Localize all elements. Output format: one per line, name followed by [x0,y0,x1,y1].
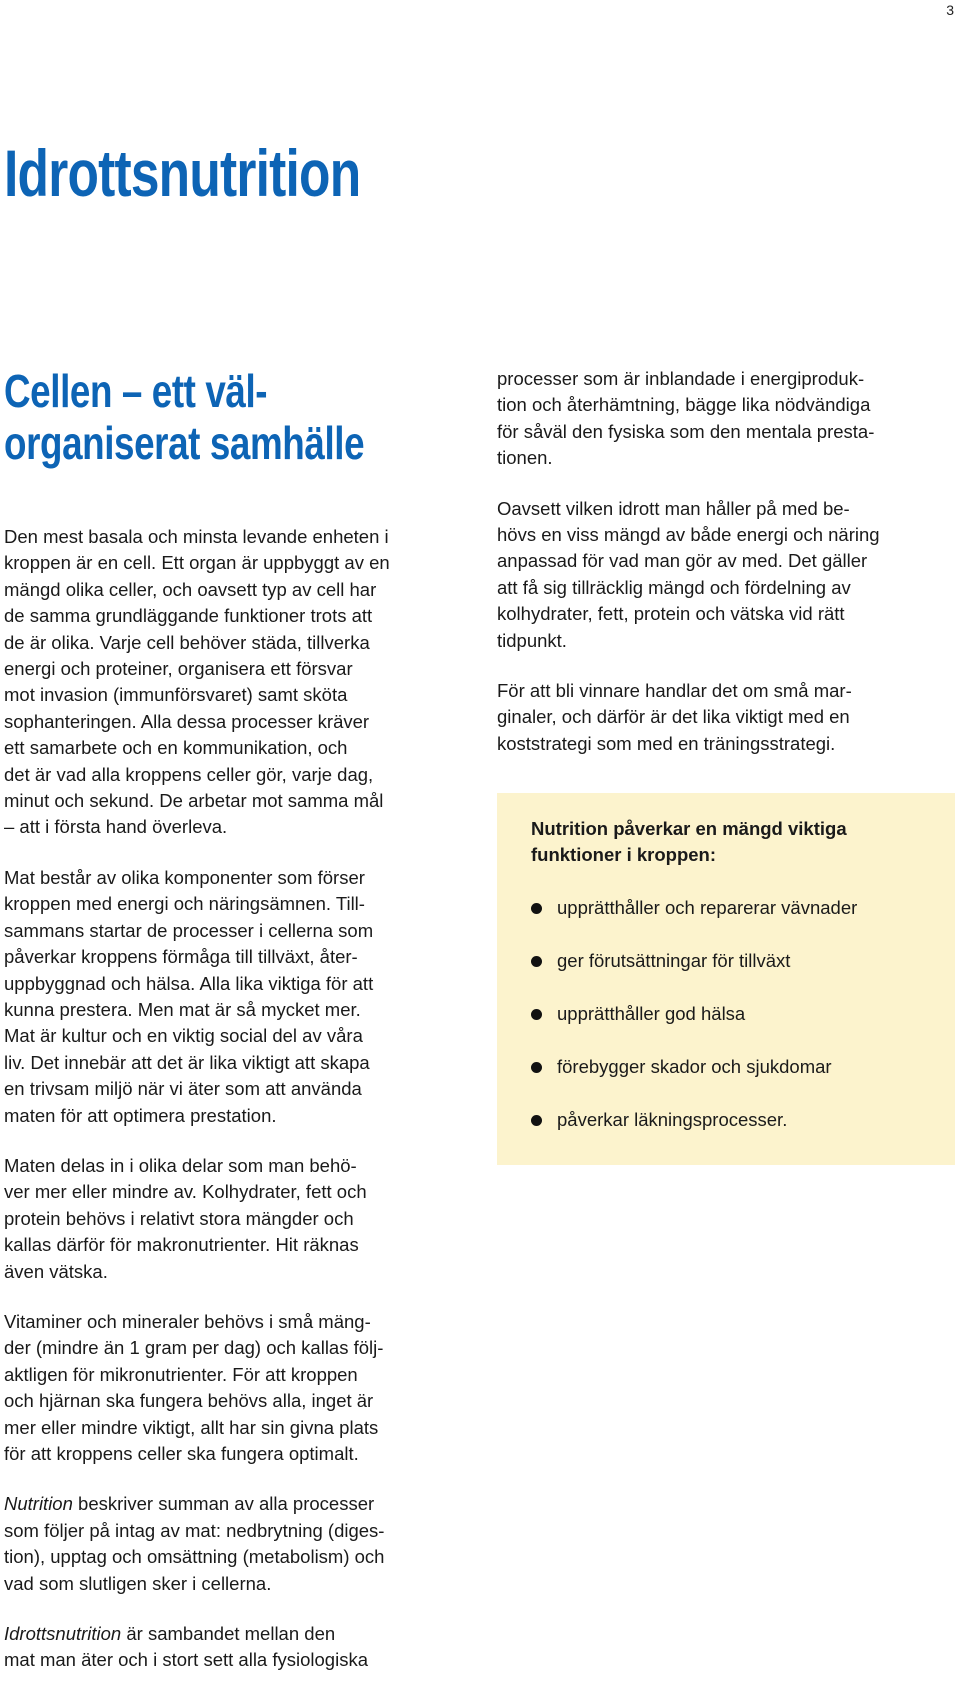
text-line: kallas därför för makronutrienter. Hit räknas [4,1234,359,1256]
text-line: sophanteringen. Alla dessa processer kräver [4,710,370,732]
text-line: Oavsett vilken idrott man håller på med be- [497,497,850,519]
text-line: minut och sekund. De arbetar mot samma mål [4,790,384,812]
text-line: aktligen för mikronutrienter. För att kroppen [4,1363,358,1385]
text-line: mängd olika celler, och oavsett typ av cell har [4,578,377,600]
paragraph-margins [497,678,957,757]
text-line: tion och återhämtning, bägge lika nödvändiga [497,394,871,416]
text-line [4,1491,456,1517]
text-line: mot invasion (immunförsvaret) samt sköta [4,684,348,706]
section-title-line: organiserat samhälle [4,417,365,469]
list-item [531,948,955,974]
text-fragment: är sambandet mellan den [121,1623,336,1645]
bullet-list [531,895,955,1133]
bullet-icon [531,956,542,967]
text-line: uppbyggnad och hälsa. Alla lika viktiga för att [4,972,374,994]
term-sports-nutrition: Idrottsnutrition [4,1623,122,1645]
text-line: påverkar kroppens förmåga till tillväxt, åter- [4,946,358,968]
paragraph-sports-nutrition-definition [4,1621,456,1674]
text-line: ett samarbete och en kommunikation, och [4,737,348,759]
text-fragment: beskriver summan av alla processer [72,1493,375,1515]
text-line [4,1621,456,1647]
list-item [531,1054,955,1080]
text-line: maten för att optimera prestation. [4,1104,277,1126]
text-line: för att kroppens celler ska fungera optimalt. [4,1443,359,1464]
bullet-icon [531,903,542,914]
text-line: ginaler, och därför är det lika viktigt med en [497,706,850,728]
page-number: 3 [946,2,954,18]
text-line: tion), upptag och omsättning (metabolism) och [4,1546,385,1568]
bullet-icon [531,1062,542,1073]
text-line: kunna prestera. Men mat är så mycket mer. [4,998,361,1020]
paragraph-nutrition-definition [4,1491,456,1597]
text-line: anpassad för vad man gör av med. Det gäller [497,550,868,572]
text-line: tidpunkt. [497,629,567,651]
paragraph-macronutrients [4,1153,456,1285]
text-line: kroppen med energi och näringsämnen. Till- [4,893,365,915]
text-line: energi och proteiner, organisera ett försvar [4,658,353,680]
text-line: Den mest basala och minsta levande enheten i [4,526,389,547]
section-title-line: Cellen – ett väl- [4,365,268,417]
text-line: koststrategi som med en träningsstrategi. [497,732,836,754]
left-column [4,524,456,1698]
text-line: för såväl den fysiska som den mentala presta- [497,420,875,442]
text-line: som följer på intag av mat: nedbrytning (diges- [4,1519,385,1541]
text-line: en trivsam miljö när vi äter som att använda [4,1078,362,1100]
text-line: der (mindre än 1 gram per dag) och kallas följ- [4,1337,384,1359]
text-line: liv. Det innebär att det är lika viktigt att skapa [4,1051,370,1073]
text-line: tionen. [497,447,553,469]
text-line: vad som slutligen sker i cellerna. [4,1572,272,1594]
list-item-text: ger förutsättningar för tillväxt [557,949,791,971]
term-nutrition: Nutrition [4,1493,73,1515]
text-line: Vitaminer och mineraler behövs i små mäng- [4,1310,371,1332]
text-line: För att bli vinnare handlar det om små mar- [497,680,852,702]
text-line: ver mer eller mindre av. Kolhydrater, fett och [4,1181,367,1203]
text-line: och hjärnan ska fungera behövs alla, inget är [4,1390,374,1412]
text-line: kroppen är en cell. Ett organ är uppbyggt av en [4,552,390,574]
text-line: mer eller mindre viktigt, allt har sin givna plats [4,1416,379,1438]
bullet-icon [531,1115,542,1126]
text-line: mat man äter och i stort sett alla fysiologiska [4,1649,368,1671]
text-line: de samma grundläggande funktioner trots att [4,605,373,627]
list-item [531,1001,955,1027]
list-item-text: påverkar läkningsprocesser. [557,1108,788,1130]
text-line: protein behövs i relativt stora mängder och [4,1207,354,1229]
paragraph-micronutrients [4,1309,456,1467]
text-line: Maten delas in i olika delar som man behö- [4,1154,357,1176]
right-column [497,366,957,781]
paragraph-processes [497,366,957,472]
fact-box-heading [531,816,955,869]
text-line: Mat består av olika komponenter som förser [4,866,365,888]
text-line: de är olika. Varje cell behöver städa, tillverka [4,631,370,653]
bullet-icon [531,1009,542,1020]
text-line: Mat är kultur och en viktig social del av våra [4,1025,363,1047]
paragraph-cell-intro [4,524,456,841]
list-item [531,895,955,921]
list-item-text: förebygger skador och sjukdomar [557,1055,832,1077]
fact-box-heading-line: Nutrition påverkar en mängd viktiga [531,818,847,839]
list-item [531,1107,955,1133]
text-line: det är vad alla kroppens celler gör, varje dag, [4,763,374,785]
text-line: sammans startar de processer i cellerna som [4,919,374,941]
list-item-text: upprätthåller och reparerar vävnader [557,896,858,918]
text-line: även vätska. [4,1260,108,1282]
section-title [4,365,364,469]
paragraph-energy-needs [497,496,957,654]
text-line: processer som är inblandade i energiproduk- [497,368,865,389]
nutrition-fact-box [497,793,955,1165]
fact-box-heading-line: funktioner i kroppen: [531,844,716,866]
text-line: – att i första hand överleva. [4,816,228,838]
text-line: kolhydrater, fett, protein och vätska vid rätt [497,603,845,625]
page-title: Idrottsnutrition [4,136,361,210]
paragraph-food-components [4,865,456,1129]
text-line: hövs en viss mängd av både energi och näring [497,524,880,546]
text-line: att få sig tillräcklig mängd och fördelning av [497,576,851,598]
list-item-text: upprätthåller god hälsa [557,1002,746,1024]
